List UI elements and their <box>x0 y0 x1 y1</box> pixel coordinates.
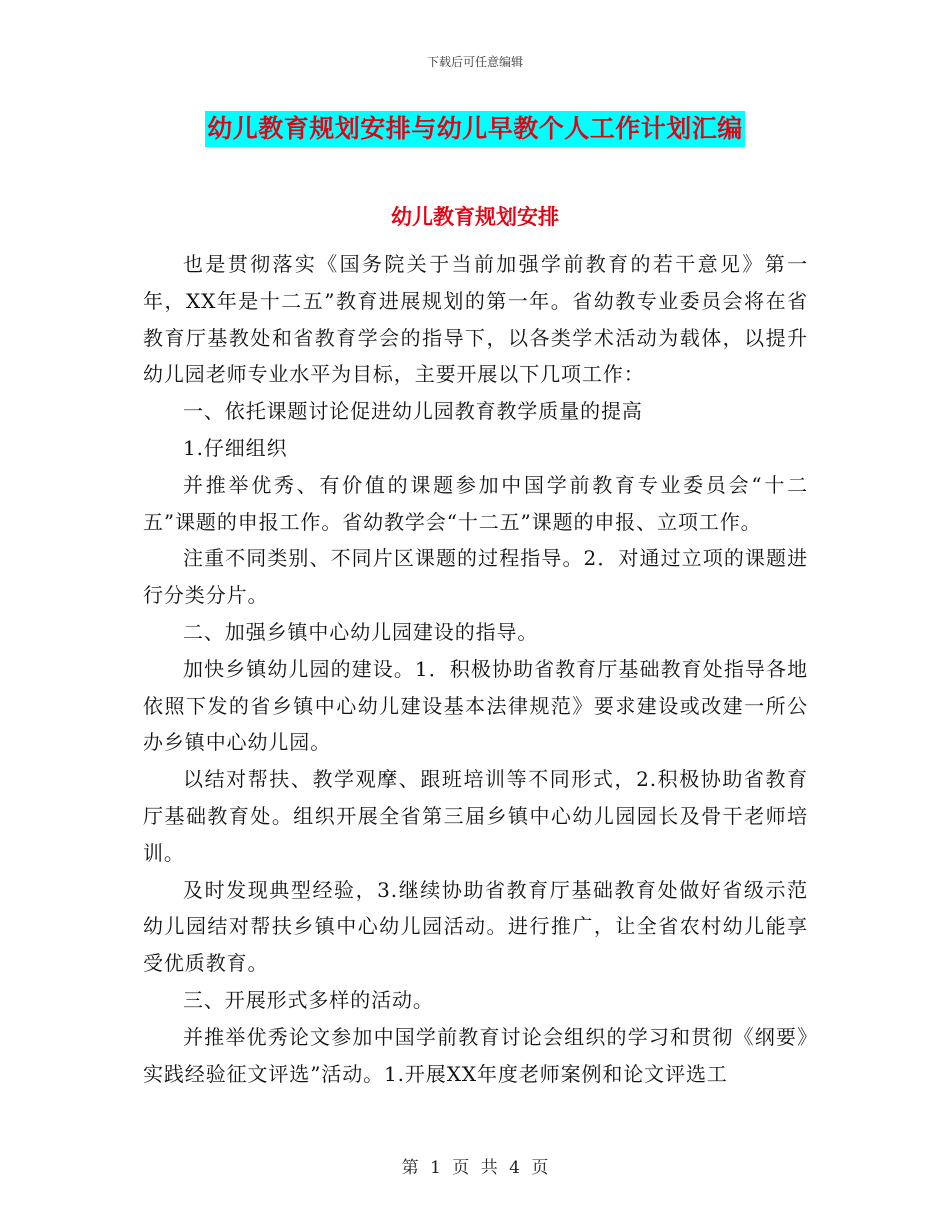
paragraph: 注重不同类别、不同片区课题的过程指导。2．对通过立项的课题进行分类分片。 <box>143 546 808 608</box>
paragraph: 也是贯彻落实《国务院关于当前加强学前教育的若干意见》第一年，XX年是十二五”教育进展规划的第一年。省幼教专业委员会将在省教育厅基教处和省教育学会的指导下，以各类学术活动为载体，以提升幼儿园老师专业水平为目标，主要开展以下几项工作： <box>143 252 808 387</box>
paragraph: 加快乡镇幼儿园的建设。1．积极协助省教育厅基础教育处指导各地依照下发的省乡镇中心幼儿建设基本法律规范》要求建设或改建一所公办乡镇中心幼儿园。 <box>143 656 808 755</box>
paragraph: 1.仔细组织 <box>183 435 288 460</box>
document-title-container <box>0 111 950 147</box>
paragraph: 并推举优秀、有价值的课题参加中国学前教育专业委员会“十二五”课题的申报工作。省幼教学会“十二五”课题的申报、立项工作。 <box>143 472 808 534</box>
document-title: 幼儿教育规划安排与幼儿早教个人工作计划汇编 <box>205 111 745 147</box>
paragraph: 以结对帮扶、教学观摩、跟班培训等不同形式，2.积极协助省教育厅基础教育处。组织开展全省第三届乡镇中心幼儿园园长及骨干老师培训。 <box>143 767 808 865</box>
paragraph: 二、加强乡镇中心幼儿园建设的指导。 <box>183 619 539 644</box>
paragraph: 一、依托课题讨论促进幼儿园教育教学质量的提高 <box>183 399 643 424</box>
page-number-footer: 第 1 页 共 4 页 <box>401 1158 549 1178</box>
document-body <box>143 246 808 1092</box>
paragraph: 三、开展形式多样的活动。 <box>183 987 434 1012</box>
section-title: 幼儿教育规划安排 <box>391 204 559 229</box>
page-header-note: 下载后可任意编辑 <box>426 55 523 69</box>
paragraph: 及时发现典型经验，3.继续协助省教育厅基础教育处做好省级示范幼儿园结对帮扶乡镇中心幼儿园活动。进行推广，让全省农村幼儿能享受优质教育。 <box>143 877 808 976</box>
paragraph: 并推举优秀论文参加中国学前教育讨论会组织的学习和贯彻《纲要》实践经验征文评选”活动。1.开展XX年度老师案例和论文评选工 <box>143 1024 808 1086</box>
